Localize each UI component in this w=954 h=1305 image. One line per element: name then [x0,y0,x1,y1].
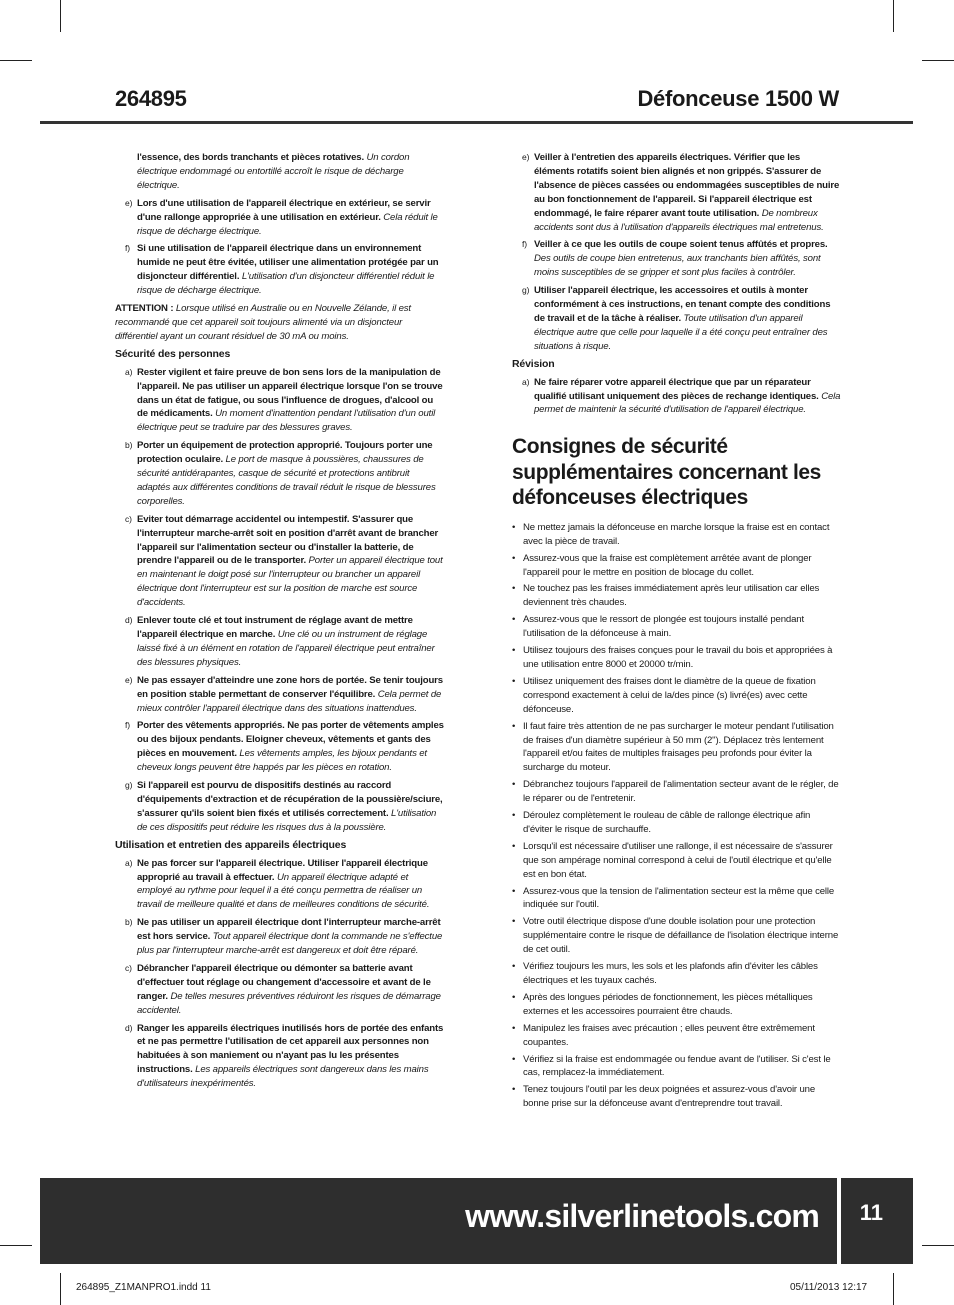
item-letter: g) [522,285,530,296]
instruction-bold: Veiller à l'entretien des appareils électriques. Vérifier que les éléments rotatifs soient bien alignés et non grippés. S'assurer de l'absence de pièces cassées ou endommagées susceptibles de nuire au bon fonctionnement de l'appareil. Si l'appareil électrique est endommagé, le faire réparer avant toute utilisation. [534,152,840,219]
list-item [512,284,842,354]
instruction-italic: De telles mesures préventives réduiront les risques de démarrage accidentel. [137,990,441,1016]
instruction-italic: Porter un appareil électrique tout en maintenant le doigt posé sur l'interrupteur ou brancher un appareil électrique dont l'interrupteur est sur la position de marche est source d'accidents. [137,555,443,609]
router-safety-heading: Consignes de sécurité supplémentaires concernant les défonceuses électriques [512,435,821,510]
bullet-item: • Après des longues périodes de fonctionnement, les pièces métalliques externes et les accessoires pourraient être chauds. [512,991,842,1019]
left-column [115,151,445,1095]
crop-mark [60,0,61,32]
continued-paragraph [115,151,445,193]
item-letter: f) [125,243,130,254]
instruction-italic: L'utilisation de ces dispositifs peut réduire les risques dus à la poussière. [137,807,437,833]
instruction-bold: Ne pas essayer d'atteindre une zone hors de portée. Se tenir toujours en position stable permettant de conserver l'équilibre. [137,674,443,700]
instruction-bold: Ranger les appareils électriques inutilisés hors de portée des enfants et ne pas permettre l'utilisation de cet appareil aux personnes non habituées à son maniement ou n'ayant pas lu les présentes instructions. [137,1022,444,1076]
item-letter: a) [125,857,133,868]
attention-text: Lorsque utilisé en Australie ou en Nouvelle Zélande, il est recommandé que cet appareil soit toujours alimenté via un disjoncteur différentiel ayant un courant résiduel de 30 mA ou moins. [115,303,411,342]
tool-use-list-continued [512,151,842,354]
list-item [115,674,445,716]
instruction-italic: Le port de masque à poussières, chaussures de sécurité antidérapantes, casque de sécurité et protections antibruit adaptés aux différentes conditions de travail réduit le risque de blessures corporelles. [137,454,436,507]
page-number: 11 [859,1200,883,1225]
instruction-bold: Lors d'une utilisation de l'appareil électrique en extérieur, se servir d'une rallonge appropriée à une utilisation en extérieur. [137,197,431,223]
bullet-item: • Utilisez uniquement des fraises dont le diamètre de la queue de fixation correspond exactement à celui de la/des pince (s) livré(es) avec cette défonceuse. [512,675,842,717]
item-letter: e) [125,674,133,685]
instruction-bold: Rester vigilent et faire preuve de bon sens lors de la manipulation de l'appareil. Ne pas utiliser un appareil électrique lorsque l'on se trouve dans un état de fatigue, ou sous l'influence de drogues, d'alcool ou de médicaments. [137,366,443,420]
instruction-bold: Si l'appareil est pourvu de dispositifs destinés au raccord d'équipements d'extraction et de récupération de la poussière/sciure, s'assurer qu'ils soient bien fixés et utilisés correctement. [137,780,443,819]
crop-mark [893,1273,894,1305]
list-item [115,366,445,436]
instruction-italic: L'utilisation d'un disjoncteur différentiel réduit le risque de décharge électrique. [137,271,435,297]
crop-mark [922,60,954,61]
item-letter: g) [125,780,133,791]
list-item [512,376,842,418]
item-letter: b) [125,440,133,451]
instruction-bold: Veiller à ce que les outils de coupe soient tenus affûtés et propres. [534,239,828,251]
item-letter: d) [125,615,133,626]
attention-note [115,302,445,344]
bullet-item: • Ne mettez jamais la défonceuse en marche lorsque la fraise est en contact avec la pièce de travail. [512,521,842,549]
instruction-bold: Porter des vêtements appropriés. Ne pas porter de vêtements amples ou des bijoux pendants. Eloigner cheveux, vêtements et gants des pièces en mouvement. [137,720,444,760]
website-url: www.silverlinetools.com [465,1198,819,1234]
bullet-item: • Assurez-vous que la tension de l'alimentation secteur est la même que celle indiquée sur l'outil. [512,885,842,913]
bullet-item: • Déroulez complètement le rouleau de câble de rallonge électrique afin d'éviter le risque de surchauffe. [512,809,842,837]
attention-label: ATTENTION : [115,303,174,315]
bullet-item: • Manipulez les fraises avec précaution ; elles peuvent être extrêmement coupantes. [512,1022,842,1050]
print-slug-date: 05/11/2013 12:17 [790,1282,868,1293]
item-letter: d) [125,1022,133,1033]
bullet-item: • Vérifiez toujours les murs, les sols et les plafonds afin d'éviter les câbles électriques et les tuyaux cachés. [512,960,842,988]
instruction-italic: Toute utilisation d'un appareil électrique autre que celle pour laquelle il a été conçu peut entraîner des situations à risque. [534,312,828,352]
footer-bar [40,1178,913,1264]
bullet-item: • Assurez-vous que le ressort de plongée est toujours installé pendant l'utilisation de la défonceuse à main. [512,613,842,641]
item-letter: b) [125,917,133,928]
service-list [512,376,842,418]
instruction-bold: Ne pas forcer sur l'appareil électrique. Utiliser l'appareil électrique approprié au travail à effectuer. [137,857,428,883]
footer-divider [837,1178,841,1264]
list-item [115,1022,445,1092]
instruction-bold: Ne faire réparer votre appareil électrique que par un réparateur qualifié utilisant uniquement des pièces de rechange identiques. [534,376,819,402]
list-item [115,439,445,509]
list-item [115,962,445,1018]
instruction-italic: Tout appareil électrique dont la commande ne s'effectue plus par l'interrupteur marche-arrêt est dangereux et doit être réparé. [137,931,443,957]
instruction-italic: De nombreux accidents sont dus à l'utilisation d'appareils électriques mal entretenus. [534,207,824,233]
item-letter: e) [125,197,133,208]
crop-mark [922,1245,954,1246]
bullet-item: • Assurez-vous que la fraise est complètement arrêtée avant de plonger l'appareil pour le mettre en position de blocage du collet. [512,552,842,580]
list-item [115,719,445,775]
instruction-bold: Porter un équipement de protection approprié. Toujours porter une protection oculaire. [137,440,433,466]
bullet-item: • Lorsqu'il est nécessaire d'utiliser une rallonge, il est nécessaire de s'assurer que son ampérage nominal correspond à celui de l'outil électrique et qu'elle est en bon état. [512,840,842,882]
item-letter: a) [125,366,133,377]
list-item [512,238,842,280]
list-item [115,197,445,239]
router-safety-bullets [512,521,842,1111]
section-heading-personal-safety: Sécurité des personnes [115,347,231,360]
crop-mark [0,60,32,61]
section-heading-tool-use: Utilisation et entretien des appareils électriques [115,838,347,851]
instruction-italic: Les appareils électriques sont dangereux dans les mains d'utilisateurs inexpérimentés. [137,1064,429,1090]
product-code: 264895 [115,86,187,111]
instruction-italic: Les vêtements amples, les bijoux pendants et cheveux longs peuvent être happés par les pièces en rotation. [137,748,427,774]
header-rule [40,121,913,124]
list-item [115,614,445,670]
bullet-item: • Tenez toujours l'outil par les deux poignées et assurez-vous d'avoir une bonne prise sur la défonceuse avant d'entreprendre tout travail. [512,1083,842,1111]
crop-mark [893,0,894,32]
item-letter: f) [125,720,130,731]
personal-safety-list [115,366,445,835]
item-letter: e) [522,152,530,162]
section-heading-service: Révision [512,357,555,370]
tool-use-list [115,857,445,1092]
instruction-bold: Utiliser l'appareil électrique, les accessoires et outils à monter conformément à ces instructions, en tenant compte des conditions de travail et de la tâche à réaliser. [534,285,831,324]
item-letter: a) [522,376,530,387]
instruction-bold: Débrancher l'appareil électrique ou démonter sa batterie avant d'effectuer tout réglage ou changement d'accessoire et avant de le ranger. [137,962,431,1002]
bullet-item: • Votre outil électrique dispose d'une double isolation pour une protection supplémentaire contre le risque de défaillance de l'isolation électrique interne de cet outil. [512,915,842,957]
instruction-bold: Enlever toute clé et tout instrument de réglage avant de mettre l'appareil électrique en marche. [137,615,413,640]
list-item [115,916,445,958]
print-slug-file: 264895_Z1MANPRO1.indd 11 [76,1282,211,1293]
bullet-item: • Ne touchez pas les fraises immédiatement après leur utilisation car elles deviennent très chaudes. [512,582,842,610]
instruction-italic: Cela réduit le risque de décharge électrique. [137,211,438,237]
crop-mark [0,1245,32,1246]
instruction-italic: Des outils de coupe bien entretenus, aux tranchants bien affûtés, sont moins susceptibles de se gripper et sont plus faciles à contrôler. [534,253,821,279]
list-item [115,779,445,835]
list-item [115,513,445,610]
crop-mark [60,1273,61,1305]
list-item [115,857,445,913]
bullet-item: • Il faut faire très attention de ne pas surcharger le moteur pendant l'utilisation de fraises d'un diamètre supérieur à 50 mm (2"). Déplacez très lentement l'appareil et/ou faites de multiples fraisages peu profonds pour éviter la surcharge du moteur. [512,720,842,776]
right-column [512,151,842,1114]
list-item [115,242,445,298]
instruction-italic: Un moment d'inattention pendant l'utilisation d'un outil électrique peut se traduire par des blessures graves. [137,408,436,434]
bullet-item: • Vérifiez si la fraise est endommagée ou fendue avant de l'utiliser. Si c'est le cas, remplacez-la immédiatement. [512,1053,842,1081]
instruction-italic: Cela permet de maintenir la sécurité d'utilisation de l'appareil électrique. [534,390,841,416]
bullet-item: • Débranchez toujours l'appareil de l'alimentation secteur avant de le régler, de le réparer ou de l'entretenir. [512,778,842,806]
instruction-bold: Si une utilisation de l'appareil électrique dans un environnement humide ne peut être évitée, utiliser une alimentation protégée par un disjoncteur différentiel. [137,243,439,283]
instruction-italic: Un appareil électrique adapté et employé au rythme pour lequel il a été conçu permettra de réaliser un travail de meilleure qualité et dans de meilleures conditions de sécurité. [137,871,430,911]
instruction-italic: Une clé ou un instrument de réglage laissé fixé à un élément en rotation de l'appareil électrique peut entraîner des blessures physiques. [137,629,435,668]
item-letter: f) [522,239,527,250]
list-item [512,151,842,234]
bullet-item: • Utilisez toujours des fraises conçues pour le travail du bois et appropriées à une utilisation entre 8000 et 20000 tr/min. [512,644,842,672]
instruction-bold: Eviter tout démarrage accidentel ou intempestif. S'assurer que l'interrupteur marche-arrêt soit en position d'arrêt avant de brancher l'appareil sur l'alimentation secteur ou d'installer la batterie, de prendre l'appareil ou de le transporter. [137,513,439,567]
page-title: Défonceuse 1500 W [637,86,839,111]
instruction-bold: l'essence, des bords tranchants et pièces rotatives. [137,152,364,163]
item-letter: c) [125,962,132,973]
instruction-italic: Un cordon électrique endommagé ou entortillé accroît le risque de décharge électrique. [137,152,410,191]
instruction-italic: Cela permet de mieux contrôler l'appareil électrique dans des situations inattendues. [137,688,442,714]
item-letter: c) [125,513,132,524]
instruction-bold: Ne pas utiliser un appareil électrique dont l'interrupteur marche-arrêt est hors service. [137,917,441,943]
